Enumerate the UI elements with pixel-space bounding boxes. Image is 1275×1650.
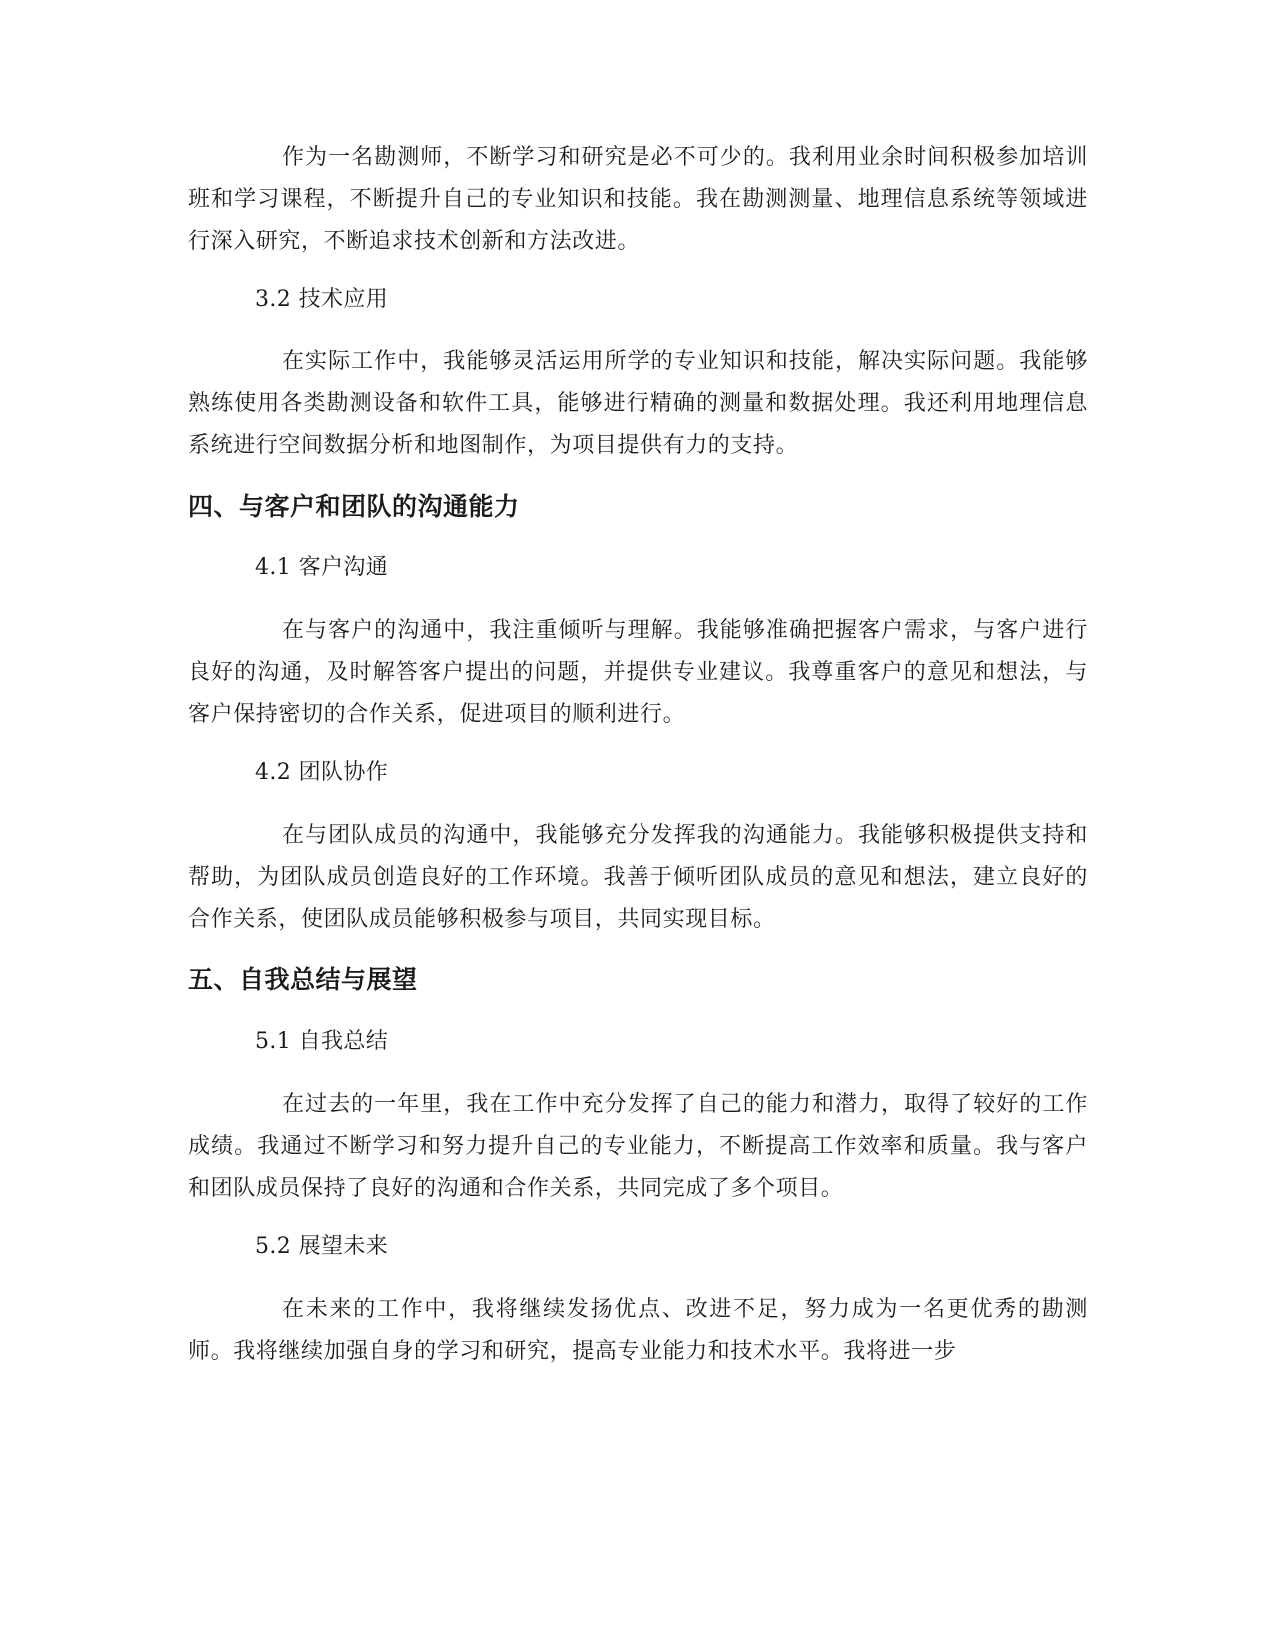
paragraph-team-collaboration: 在与团队成员的沟通中，我能够充分发挥我的沟通能力。我能够积极提供支持和帮助，为团队成员创造良好的工作环境。我善于倾听团队成员的意见和想法，建立良好的合作关系，使团队成员能够积极参与项目，共同实现目标。 <box>188 823 1088 932</box>
paragraph-self-summary: 在过去的一年里，我在工作中充分发挥了自己的能力和潜力，取得了较好的工作成绩。我通过不断学习和努力提升自己的专业能力，不断提高工作效率和质量。我与客户和团队成员保持了良好的沟通和合作关系，共同完成了多个项目。 <box>188 1092 1088 1201</box>
subheading-4-1: 4.1 客户沟通 <box>255 555 389 580</box>
paragraph-learning-research: 作为一名勘测师，不断学习和研究是必不可少的。我利用业余时间积极参加培训班和学习课程，不断提升自己的专业知识和技能。我在勘测测量、地理信息系统等领域进行深入研究，不断追求技术创新和方法改进。 <box>188 145 1088 254</box>
paragraph-future-outlook: 在未来的工作中，我将继续发扬优点、改进不足，努力成为一名更优秀的勘测师。我将继续加强自身的学习和研究，提高专业能力和技术水平。我将进一步 <box>188 1297 1088 1364</box>
section-heading-5: 五、自我总结与展望 <box>188 965 418 994</box>
section-heading-4: 四、与客户和团队的沟通能力 <box>188 492 520 521</box>
paragraph-technical-application: 在实际工作中，我能够灵活运用所学的专业知识和技能，解决实际问题。我能够熟练使用各类勘测设备和软件工具，能够进行精确的测量和数据处理。我还利用地理信息系统进行空间数据分析和地图制作，为项目提供有力的支持。 <box>188 349 1088 458</box>
subheading-5-1: 5.1 自我总结 <box>255 1029 389 1054</box>
subheading-5-2: 5.2 展望未来 <box>255 1234 389 1259</box>
subheading-4-2: 4.2 团队协作 <box>255 760 389 785</box>
paragraph-client-communication: 在与客户的沟通中，我注重倾听与理解。我能够准确把握客户需求，与客户进行良好的沟通，及时解答客户提出的问题，并提供专业建议。我尊重客户的意见和想法，与客户保持密切的合作关系，促进项目的顺利进行。 <box>188 618 1088 727</box>
subheading-3-2: 3.2 技术应用 <box>255 287 389 312</box>
